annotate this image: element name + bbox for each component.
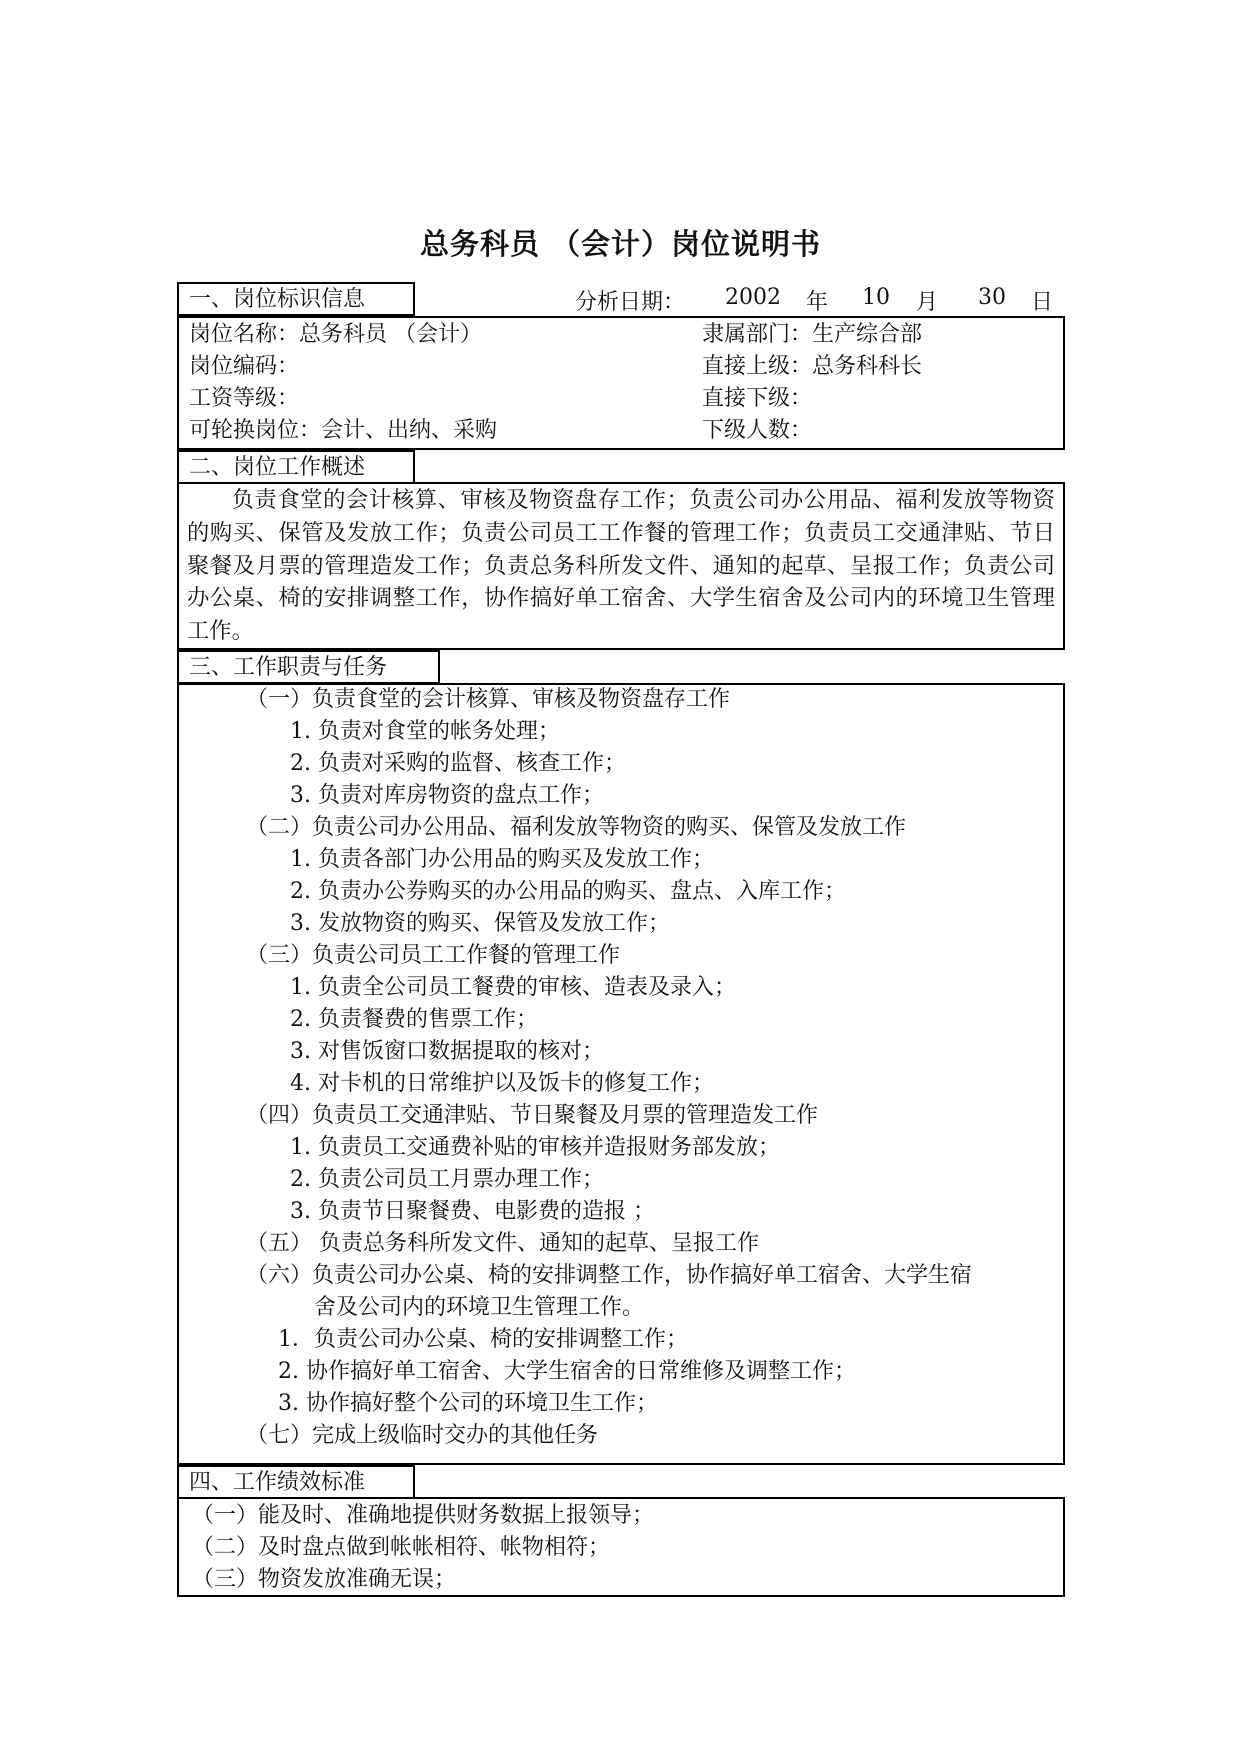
date-year: 2002: [725, 285, 781, 310]
position-name: 岗位名称：总务科员 （会计）: [189, 322, 482, 347]
salary-grade: 工资等级：: [189, 386, 300, 411]
performance-standard: （一）能及时、准确地提供财务数据上报领导；: [192, 1503, 655, 1528]
duty-item: 2. 负责公司员工月票办理工作；: [290, 1167, 604, 1192]
section4-header-label: 四、工作绩效标准: [189, 1470, 366, 1495]
duty-item: 1. 负责员工交通费补贴的审核并造报财务部发放；: [290, 1135, 780, 1160]
duty-item: 2. 负责餐费的售票工作；: [290, 1007, 538, 1032]
subordinate-count: 下级人数：: [702, 418, 813, 443]
rotatable-positions: 可轮换岗位：会计、出纳、采购: [189, 418, 498, 443]
job-summary-text: 负责食堂的会计核算、审核及物资盘存工作；负责公司办公用品、福利发放等物资的购买、保管及发放工作；负责公司员工工作餐的管理工作；负责员工交通津贴、节日聚餐及月票的管理造发工作；负责总务科所发文件、通知的起草、呈报工作；负责公司办公桌、椅的安排调整工作，协作搞好单工宿舍、大学生宿舍及公司内的环境卫生管理工作。: [187, 487, 1055, 645]
section4-header: [177, 1465, 415, 1499]
section3-header-label: 三、工作职责与任务: [189, 655, 388, 680]
duty-item: 1. 负责各部门办公用品的购买及发放工作；: [290, 847, 714, 872]
duty-item: 3. 对售饭窗口数据提取的核对；: [290, 1039, 604, 1064]
duty-heading-6-cont: 舍及公司内的环境卫生管理工作。: [314, 1295, 645, 1320]
duty-heading-1: （一）负责食堂的会计核算、审核及物资盘存工作: [246, 687, 731, 712]
direct-subordinate: 直接下级：: [702, 386, 813, 411]
date-day-unit: 日: [1031, 290, 1054, 315]
page-title: 总务科员 （会计）岗位说明书: [419, 227, 822, 261]
department: 隶属部门：生产综合部: [702, 322, 923, 347]
duty-heading-2: （二）负责公司办公用品、福利发放等物资的购买、保管及发放工作: [246, 815, 907, 840]
duty-item: 1. 负责全公司员工餐费的审核、造表及录入；: [290, 975, 736, 1000]
performance-standard: （二）及时盘点做到帐帐相符、帐物相符；: [192, 1535, 611, 1560]
duty-heading-4: （四）负责员工交通津贴、节日聚餐及月票的管理造发工作: [246, 1103, 819, 1128]
duty-item: 1．负责公司办公桌、椅的安排调整工作；: [278, 1327, 688, 1352]
date-month: 10: [862, 285, 890, 310]
duty-item: 3. 发放物资的购买、保管及发放工作；: [290, 911, 670, 936]
section1-header-label: 一、岗位标识信息: [189, 287, 366, 312]
duty-item: 3. 协作搞好整个公司的环境卫生工作；: [278, 1391, 658, 1416]
position-code: 岗位编码：: [189, 354, 300, 379]
duty-item: 2. 负责办公券购买的办公用品的购买、盘点、入库工作；: [290, 879, 846, 904]
duty-heading-6: （六）负责公司办公桌、椅的安排调整工作，协作搞好单工宿舍、大学生宿: [246, 1263, 973, 1288]
duty-item: 4. 对卡机的日常维护以及饭卡的修复工作；: [290, 1071, 714, 1096]
date-month-unit: 月: [916, 290, 939, 315]
duty-heading-7: （七）完成上级临时交办的其他任务: [246, 1423, 599, 1448]
duty-item: 3. 负责节日聚餐费、电影费的造报 ；: [290, 1199, 655, 1224]
performance-standard: （三）物资发放准确无误；: [192, 1567, 457, 1592]
duty-heading-5: （五） 负责总务科所发文件、通知的起草、呈报工作: [246, 1231, 759, 1256]
section1-header: [177, 282, 415, 316]
duty-item: 2. 负责对采购的监督、核查工作；: [290, 751, 626, 776]
analysis-date-label: 分析日期：: [575, 290, 686, 315]
duty-heading-3: （三）负责公司员工工作餐的管理工作: [246, 943, 621, 968]
direct-superior: 直接上级：总务科科长: [702, 354, 923, 379]
section2-header: [177, 450, 415, 484]
duty-item: 1. 负责对食堂的帐务处理；: [290, 719, 560, 744]
section2-header-label: 二、岗位工作概述: [189, 455, 366, 480]
section3-header: [177, 650, 440, 684]
duty-item: 3. 负责对库房物资的盘点工作；: [290, 783, 604, 808]
duty-item: 2. 协作搞好单工宿舍、大学生宿舍的日常维修及调整工作；: [278, 1359, 856, 1384]
date-day: 30: [978, 285, 1006, 310]
date-year-unit: 年: [806, 290, 829, 315]
